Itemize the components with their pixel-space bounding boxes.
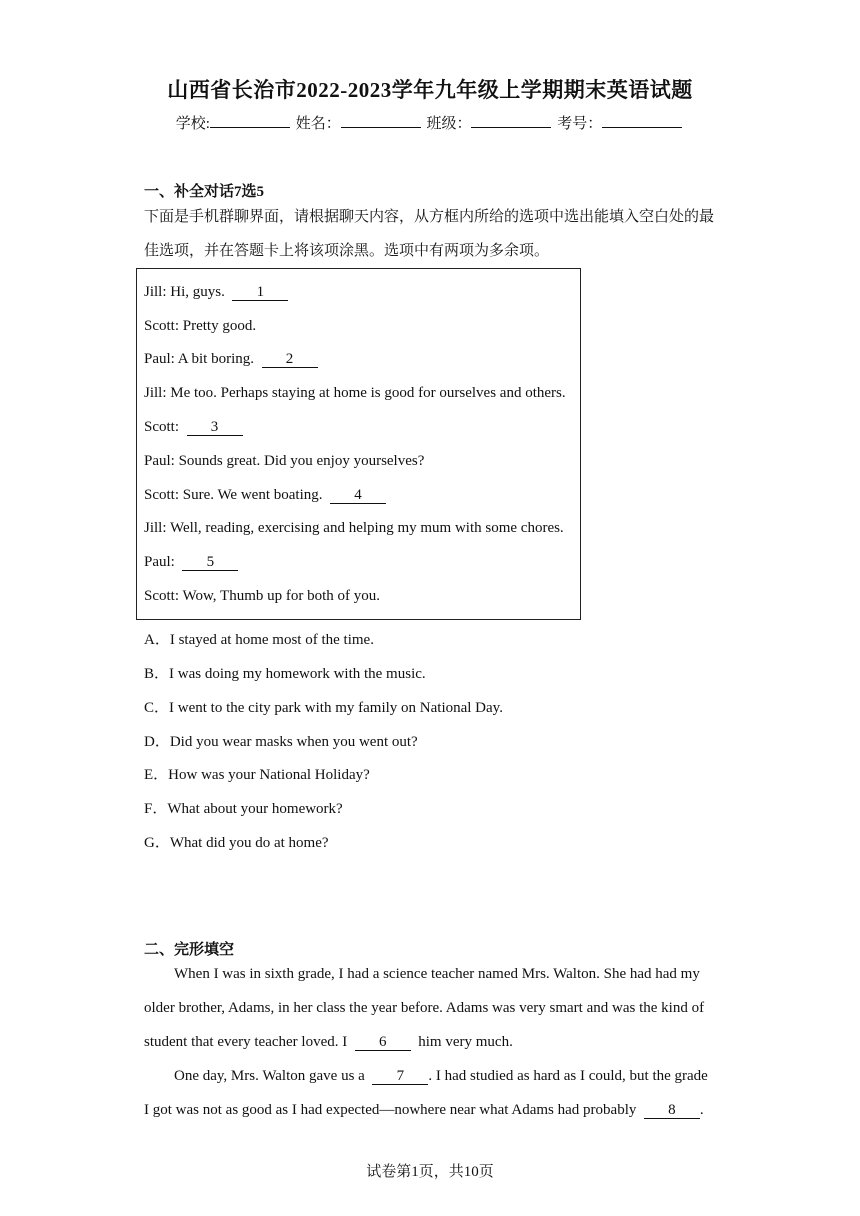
section2-heading: 二、完形填空 bbox=[144, 942, 235, 958]
dialogue-text: Scott: Pretty good. bbox=[144, 318, 257, 334]
dialogue-text: Paul: A bit boring. bbox=[144, 351, 255, 367]
school-label: 学校: bbox=[175, 116, 210, 132]
passage-text: . bbox=[699, 1102, 704, 1118]
option-c: C．I went to the city park with my family on National Day. bbox=[144, 700, 503, 716]
dialogue-line-4 bbox=[144, 385, 566, 402]
exam-number-blank[interactable] bbox=[602, 113, 682, 128]
passage-text: I got was not as good as I had expected—nowhere near what Adams had probably bbox=[144, 1102, 637, 1118]
student-info-row bbox=[0, 112, 860, 133]
passage-line bbox=[174, 1068, 708, 1085]
school-blank[interactable] bbox=[210, 113, 290, 128]
name-label: 姓名： bbox=[295, 116, 341, 132]
answer-blank-1[interactable]: 1 bbox=[232, 285, 288, 301]
dialogue-line-1 bbox=[144, 284, 288, 301]
passage-line bbox=[144, 1034, 513, 1051]
option-f: F．What about your homework? bbox=[144, 801, 343, 817]
answer-blank-3[interactable]: 3 bbox=[187, 420, 243, 436]
dialogue-text: Scott: Wow, Thumb up for both of you. bbox=[144, 588, 381, 604]
dialogue-text: Jill: Well, reading, exercising and helping my mum with some chores. bbox=[144, 520, 564, 536]
passage-line bbox=[144, 1102, 704, 1119]
dialogue-text: Paul: bbox=[144, 554, 175, 570]
dialogue-text: Jill: Hi, guys. bbox=[144, 284, 225, 300]
option-d: D．Did you wear masks when you went out? bbox=[144, 734, 418, 750]
dialogue-line-7 bbox=[144, 487, 386, 504]
dialogue-text: Jill: Me too. Perhaps staying at home is good for ourselves and others. bbox=[144, 385, 566, 401]
passage-text: . I had studied as hard as I could, but the grade bbox=[428, 1068, 708, 1084]
page-footer: 试卷第1页，共10页 bbox=[366, 1164, 494, 1180]
dialogue-line-8 bbox=[144, 520, 564, 537]
passage-line: When I was in sixth grade, I had a science teacher named Mrs. Walton. She had had my bbox=[174, 966, 700, 982]
instruction-line: 下面是手机群聊界面，请根据聊天内容，从方框内所给的选项中选出能填入空白处的最 bbox=[144, 209, 715, 225]
option-a: A．I stayed at home most of the time. bbox=[144, 632, 374, 648]
answer-blank-2[interactable]: 2 bbox=[262, 352, 318, 368]
passage-text: student that every teacher loved. I bbox=[144, 1034, 348, 1050]
class-label: 班级： bbox=[426, 116, 472, 132]
dialogue-text: Paul: Sounds great. Did you enjoy yourselves? bbox=[144, 453, 425, 469]
name-blank[interactable] bbox=[341, 113, 421, 128]
dialogue-line-5 bbox=[144, 419, 243, 436]
answer-blank-8[interactable]: 8 bbox=[644, 1103, 700, 1119]
page-title: 山西省长治市2022-2023学年九年级上学期期末英语试题 bbox=[167, 78, 693, 102]
dialogue-text: Scott: bbox=[144, 419, 180, 435]
answer-blank-7[interactable]: 7 bbox=[372, 1069, 428, 1085]
dialogue-line-10 bbox=[144, 588, 380, 605]
answer-blank-6[interactable]: 6 bbox=[355, 1035, 411, 1051]
dialogue-line-2 bbox=[144, 318, 256, 335]
dialogue-line-9 bbox=[144, 554, 238, 571]
exam-number-label: 考号： bbox=[557, 116, 603, 132]
passage-text: One day, Mrs. Walton gave us a bbox=[174, 1068, 365, 1084]
passage-text: him very much. bbox=[418, 1034, 513, 1050]
option-b: B．I was doing my homework with the music. bbox=[144, 666, 426, 682]
dialogue-text: Scott: Sure. We went boating. bbox=[144, 487, 323, 503]
passage-line: older brother, Adams, in her class the year before. Adams was very smart and was the kind of bbox=[144, 1000, 705, 1016]
option-g: G．What did you do at home? bbox=[144, 835, 329, 851]
option-e: E．How was your National Holiday? bbox=[144, 767, 370, 783]
answer-blank-4[interactable]: 4 bbox=[330, 488, 386, 504]
section1-heading: 一、补全对话7选5 bbox=[144, 184, 265, 200]
dialogue-line-6 bbox=[144, 453, 424, 470]
dialogue-line-3 bbox=[144, 351, 318, 368]
class-blank[interactable] bbox=[471, 113, 551, 128]
answer-blank-5[interactable]: 5 bbox=[182, 555, 238, 571]
section1-instruction bbox=[144, 200, 719, 268]
instruction-line: 佳选项，并在答题卡上将该项涂黑。选项中有两项为多余项。 bbox=[144, 243, 550, 259]
